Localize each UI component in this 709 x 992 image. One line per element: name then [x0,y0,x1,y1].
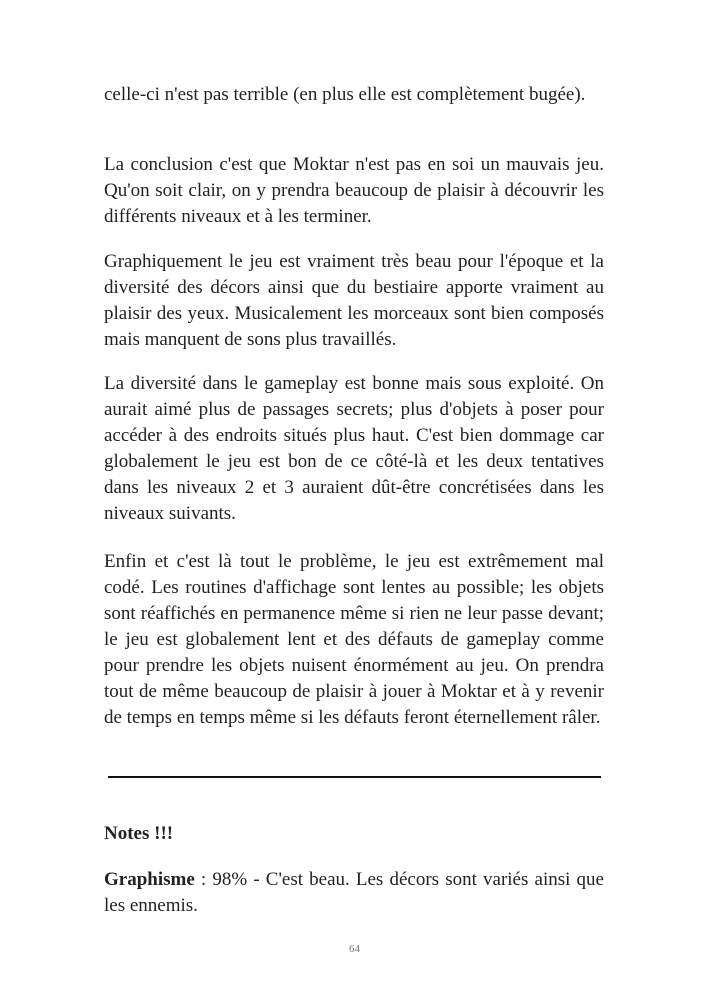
graphisme-text: : 98% - C'est beau. Les décors sont variés ainsi que les ennemis. [104,869,604,916]
page-number: 64 [349,943,360,955]
paragraph-gameplay: La diversité dans le gameplay est bonne mais sous exploité. On aurait aimé plus de passages secrets; plus d'objets à poser pour accéder à des endroits situés plus haut. C'est bien dommage car globalement le jeu est bon de ce côté-là et les deux tentatives dans les niveaux 2 et 3 auraient dût-être concrétisées dans les niveaux suivants. [104,373,604,524]
paragraph-graphics: Graphiquement le jeu est vraiment très beau pour l'époque et la diversité des décors ainsi que du bestiaire apporte vraiment au plaisir des yeux. Musicalement les morceaux sont bien composés mais manquent de sons plus travaillés. [104,251,604,350]
notes-heading: Notes !!! [104,823,174,844]
paragraph-problems: Enfin et c'est là tout le problème, le jeu est extrêmement mal codé. Les routines d'affichage sont lentes au possible; les objets sont réaffichés en permanence même si rien ne leur passe devant; le jeu est globalement lent et des défauts de gameplay comme pour prendre les objets nuisent énormément au jeu. On prendra tout de même beaucoup de plaisir à jouer à Moktar et à y revenir de temps en temps même si les défauts feront éternellement râler. [104,551,604,728]
paragraph-1: celle-ci n'est pas terrible (en plus elle est complètement bugée). [104,84,586,105]
graphisme-label: Graphisme [104,869,195,890]
notes-graphisme [104,867,604,919]
paragraph-conclusion: La conclusion c'est que Moktar n'est pas en soi un mauvais jeu. Qu'on soit clair, on y prendra beaucoup de plaisir à découvrir les différents niveaux et à les terminer. [104,154,604,227]
horizontal-rule [108,776,601,778]
